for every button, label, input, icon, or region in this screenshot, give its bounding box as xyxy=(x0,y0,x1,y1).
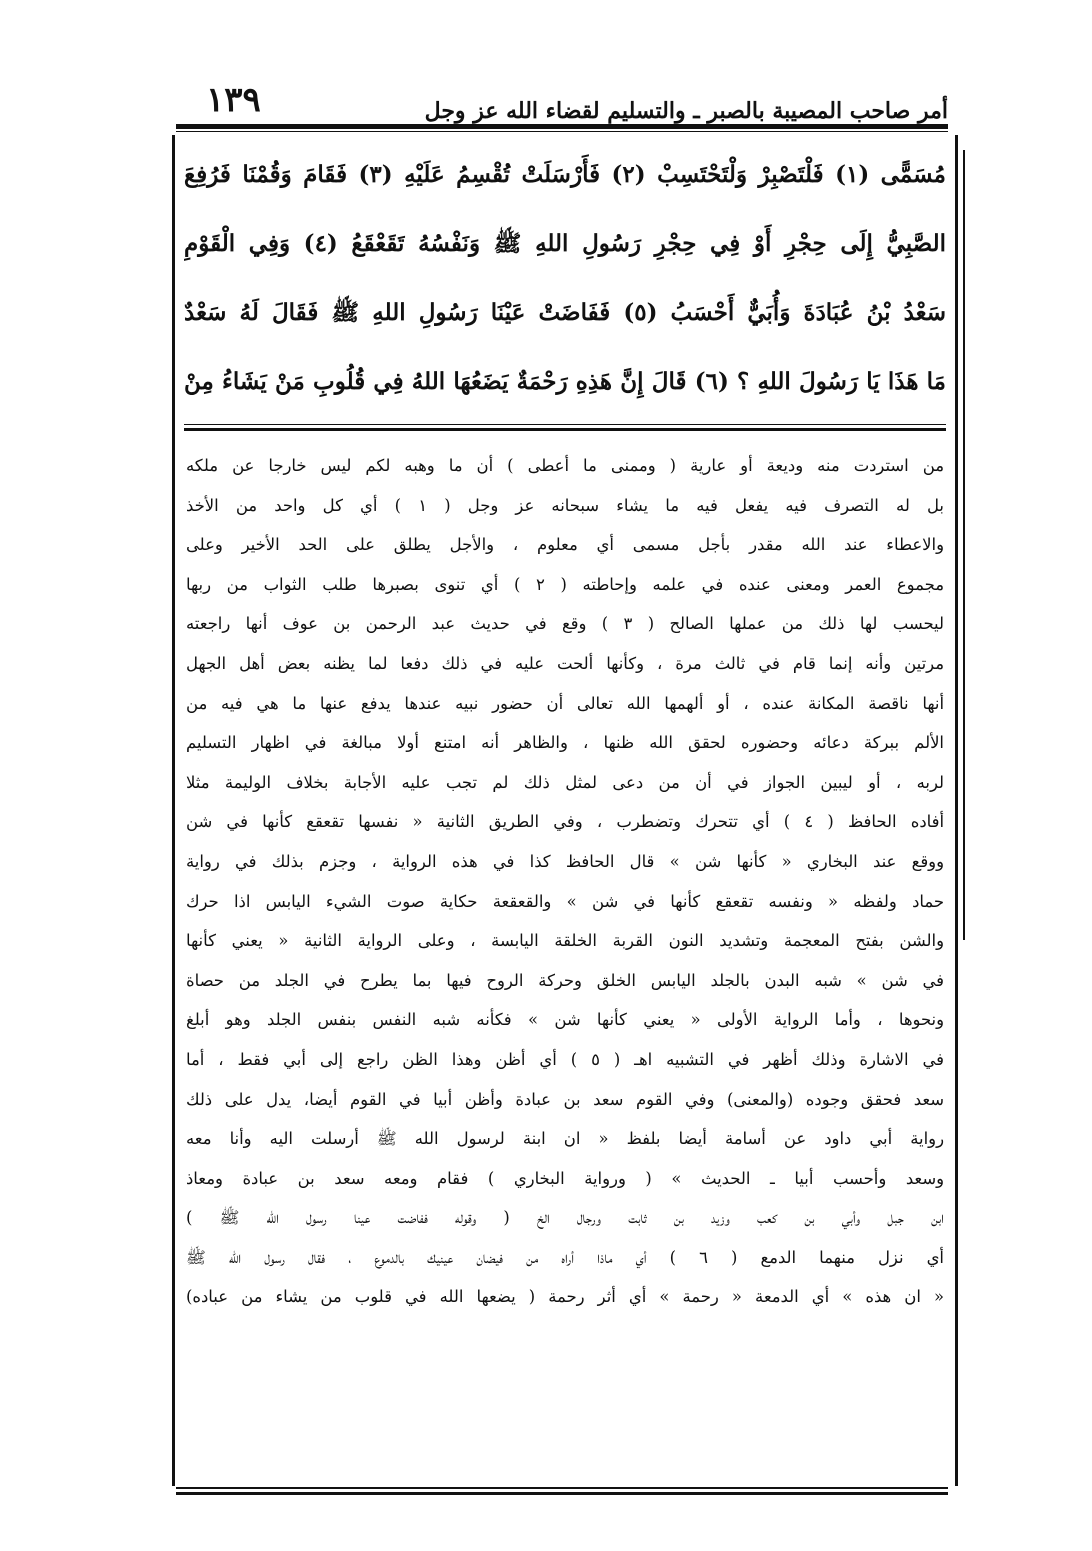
commentary-line: ونحوها ، وأما الرواية الأولى « يعني كأنها شن » فكأنه شبه النفس بنفس الجلد وهو أبلغ xyxy=(186,1010,944,1030)
commentary-line: من استردت منه وديعة أو عارية ( وممنى ما أعطى ) أن ما وهبه لكم ليس خارجا عن ملكه xyxy=(186,456,944,475)
header-rule-thick xyxy=(176,124,948,129)
commentary-block xyxy=(186,446,944,1476)
commentary-line: أفاده الحافظ ( ٤ ) أي تتحرك وتضطرب ، وفي الطريق الثانية « نفسها تقعقع كأنها في شن xyxy=(186,812,944,832)
commentary-line: والشن بفتح المعجمة وتشديد النون القربة الخلقة اليابسة ، وعلى الرواية الثانية « يعني كأنها xyxy=(186,931,944,951)
commentary-line: والاعطاء عند الله مقدر بأجل مسمى أي معلوم ، والأجل يطلق على الحد الأخير وعلى xyxy=(186,535,944,555)
commentary-line: مجموع العمر ومعنى عنده في علمه وإحاطته ( ٢ ) أي تنوى بصبرها طلب الثواب من ربها xyxy=(186,574,944,594)
commentary-line: بل له التصرف فيه يفعل فيه ما يشاء سبحانه عز وجل ( ١ ) أي كل واحد من الأخذ xyxy=(186,495,944,515)
commentary-line: « ان هذه » أي الدمعة « رحمة » أي أثر رحمة ( يضعها الله في قلوب من يشاء من عباده) xyxy=(186,1287,944,1307)
separator-rule-thin xyxy=(184,424,946,425)
commentary-line: مرتين وأنه إنما قام في ثالث مرة ، وكأنها ألحت عليه في ذلك دفعا لما يظنه بعض أهل الجهل xyxy=(186,653,944,673)
commentary-line: رواية أبي داود عن أسامة أيضا بلفظ « ان ابنة لرسول الله ﷺ أرسلت اليه وأنا معه xyxy=(186,1129,944,1149)
footer-rule-thick xyxy=(176,1492,948,1495)
commentary-line: حماد ولفظه « ونفسه تقعقع كأنها في شن » والقعقعة حكاية صوت الشيء اليابس اذا حرك xyxy=(186,891,944,911)
separator-rule-thick xyxy=(184,428,946,431)
commentary-line: سعد فحقق وجوده (والمعنى) وفي القوم سعد بن عبادة وأظن أبيا في القوم أيضا، يدل على ذلك xyxy=(186,1089,944,1109)
running-title: أمر صاحب المصيبة بالصبر ـ والتسليم لقضاء الله عز وجل xyxy=(424,98,948,124)
commentary-line: لربه ، أو ليبين الجواز في أن من دعى لمثل ذلك لم تجب عليه الأجابة بخلاف الوليمة مثلا xyxy=(186,772,944,792)
footer-rule-thin xyxy=(176,1487,948,1489)
commentary-line: ووقع عند البخاري « كأنها شن » قال الحافظ كذا في هذه الرواية ، وجزم بذلك في رواية xyxy=(186,851,944,871)
hadith-line: الصَّبِيُّ إِلَى حِجْرِ أَوْ فِي حِجْرِ رَسُولِ اللهِ ﷺ وَنَفْسُهُ تَقَعْقَعُ (٤) وَفِي الْقَوْمِ xyxy=(184,230,946,257)
page-number: ١٣٩ xyxy=(206,80,261,120)
commentary-line: الألم ببركة دعائه وحضوره لحقق الله ظنها ، والظاهر أنه امتنع أولا مبالغة في اظهار التسليم xyxy=(186,733,944,753)
hadith-text-block xyxy=(184,140,946,416)
commentary-line: في شن » شبه البدن بالجلد اليابس الخلق وحركة الروح فيها بما يطرح في الجلد من حصاة xyxy=(186,970,944,990)
commentary-line: ابن جبل وأبي بن كعب وزيد بن ثابت ورجال الخ ( وقوله ففاضت عينا رسول الله ﷺ ) xyxy=(186,1208,944,1228)
commentary-line: أنها ناقصة المكانة عنده ، أو ألهمها الله تعالى أن حضور نبيه عندها يدفع عنها ما هي فيه من xyxy=(186,693,944,713)
frame-inner-rule xyxy=(963,150,965,940)
page-header xyxy=(176,80,948,124)
hadith-line: مُسَمًّى (١) فَلْتَصْبِرْ وَلْتَحْتَسِبْ (٢) فَأَرْسَلَتْ تُقْسِمُ عَلَيْهِ (٣) فَقَامَ وَقُمْنَا فَرُفِعَ xyxy=(184,161,946,188)
hadith-line: مَا هَذَا يَا رَسُولَ اللهِ ؟ (٦) قَالَ إِنَّ هَذِهِ رَحْمَةٌ يَضَعُهَا اللهُ فِي قُلُوبِ مَنْ يَشَاءُ مِنْ xyxy=(184,368,946,395)
header-rule-thin xyxy=(176,131,948,132)
hadith-line: سَعْدُ بْنُ عُبَادَةَ وَأُبَيٌّ أَحْسَبُ (٥) فَفَاضَتْ عَيْنَا رَسُولِ اللهِ ﷺ فَقَالَ لَهُ سَعْدٌ xyxy=(184,299,946,326)
commentary-line: ليحسب لها ذلك من عملها الصالح ( ٣ ) وقع في حديث عبد الرحمن بن عوف أنها راجعته xyxy=(186,614,944,634)
commentary-line: في الاشارة وذلك أظهر في التشبيه اهـ ( ٥ ) أي أظن وهذا الظن راجع إلى أبي فقط ، أما xyxy=(186,1049,944,1069)
commentary-line: أي نزل منهما الدمع ( ٦ ) أي ماذا أراه من فيضان عينيك بالدموع ، فقال رسول الله ﷺ xyxy=(186,1247,944,1267)
commentary-line: وسعد وأحسب أبيا ـ الحديث » ( ورواية البخاري ) فقام ومعه سعد بن عبادة ومعاذ xyxy=(186,1168,944,1188)
